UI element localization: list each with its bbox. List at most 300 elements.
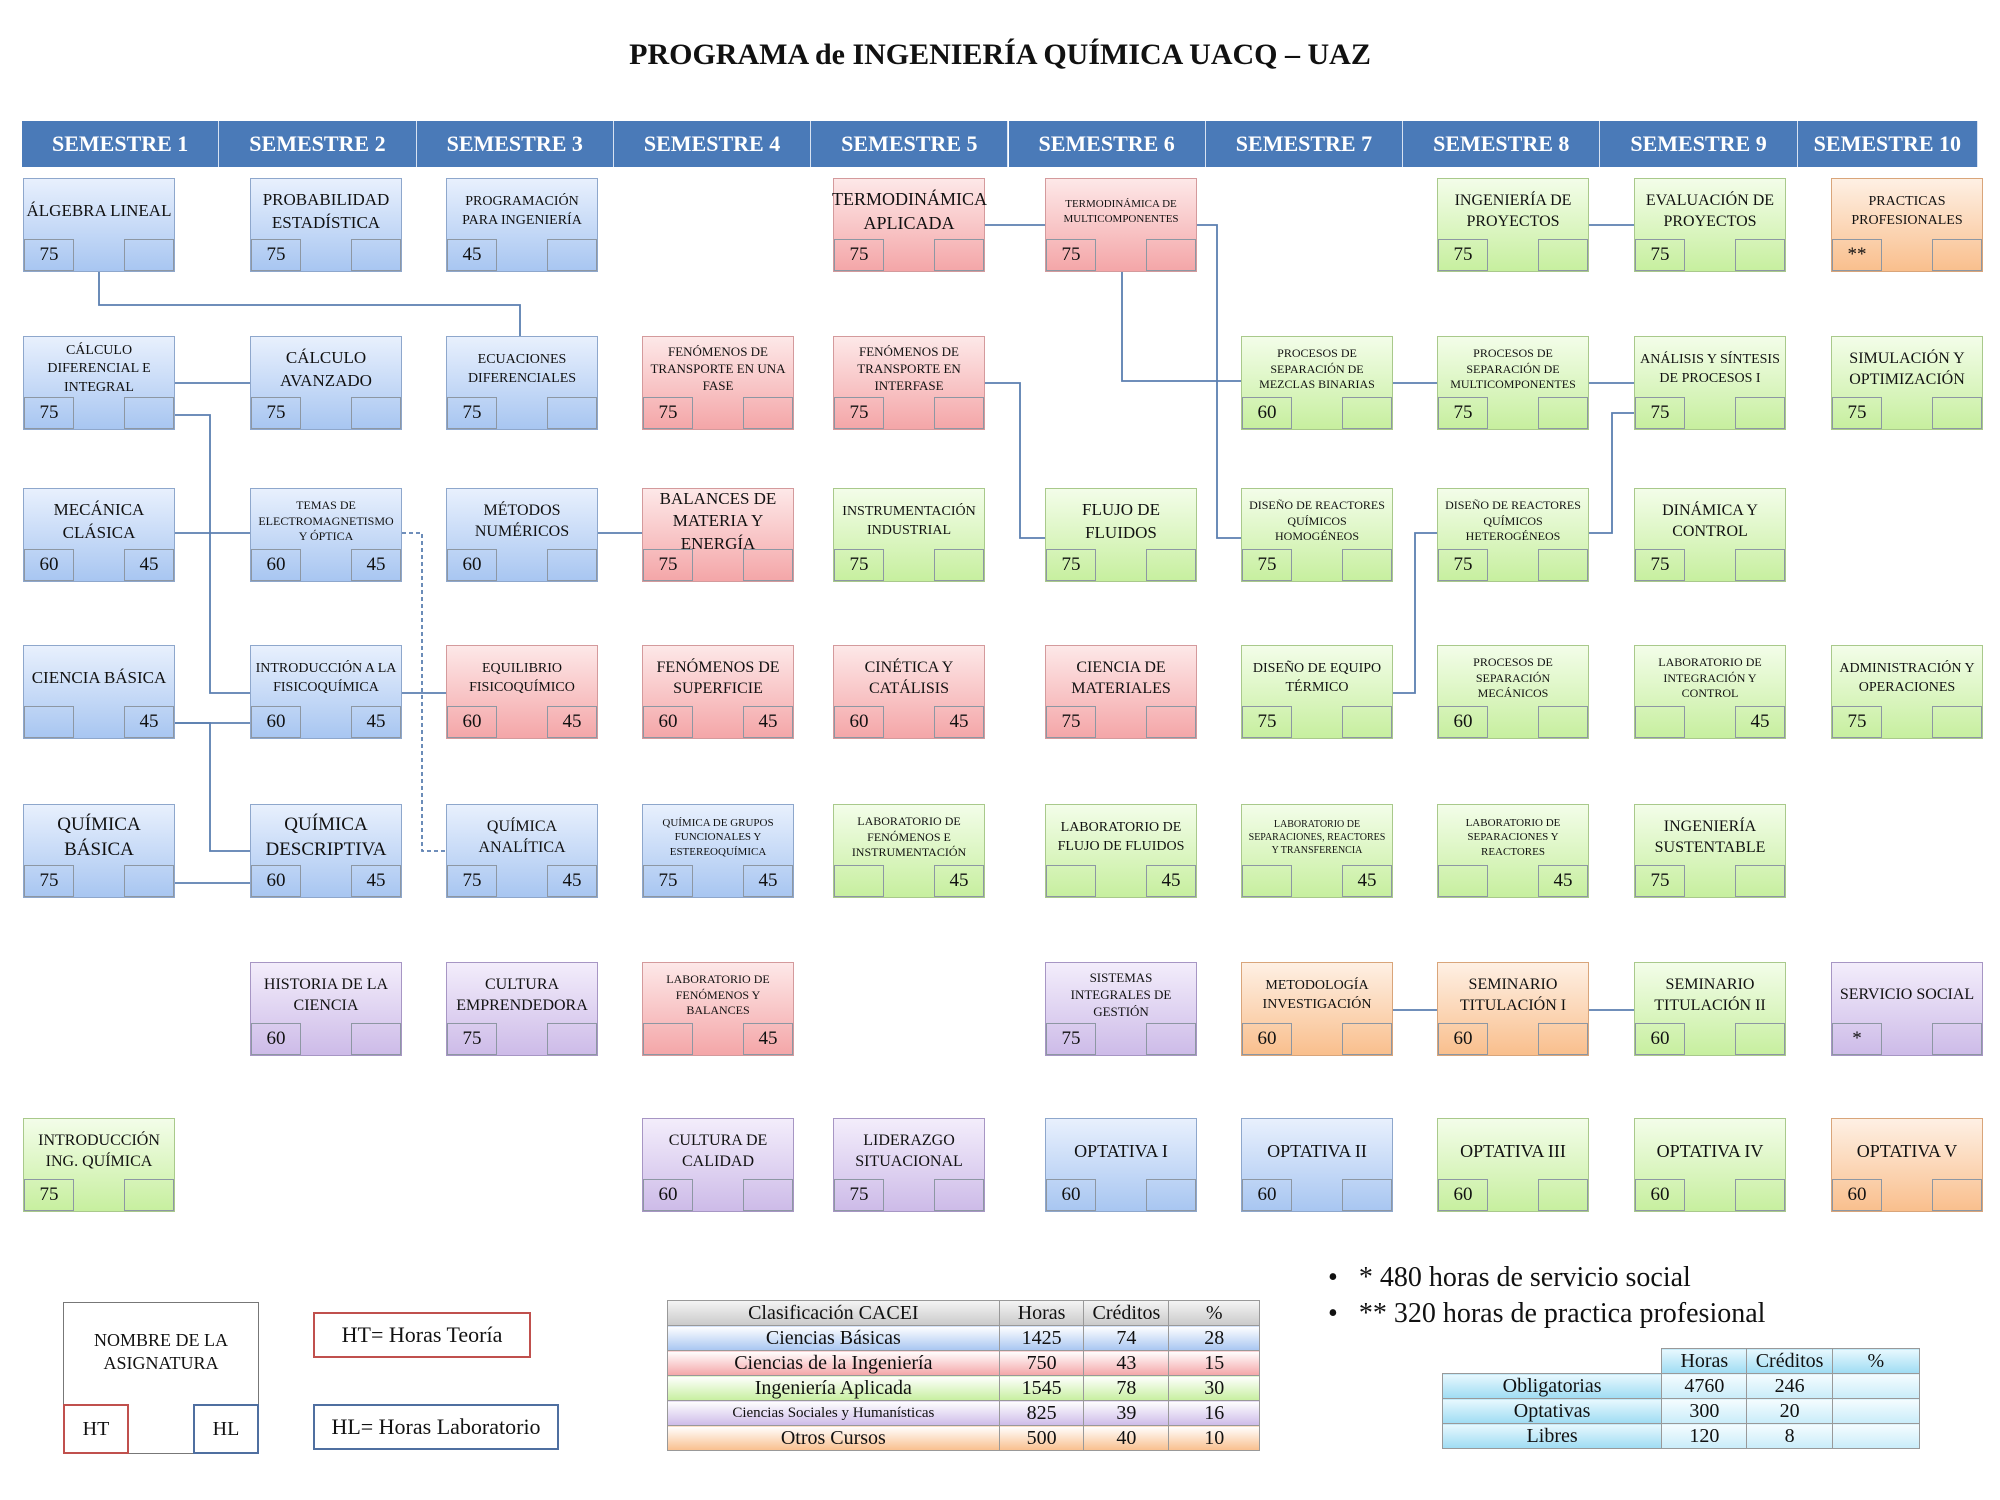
course-name: DISEÑO DE EQUIPO TÉRMICO [1252,661,1382,695]
course-mecanica [23,488,175,582]
course-hl: 45 [934,706,984,738]
course-name: CULTURA EMPRENDEDORA [456,975,588,1014]
summary-cell-pct [1832,1424,1919,1449]
course-hl [1735,549,1785,581]
course-ht: 75 [1832,397,1882,429]
course-hl [547,239,597,271]
course-calidad [642,1118,794,1212]
semester-header-5: SEMESTRE 5 [811,121,1008,167]
course-equipo-termico [1241,645,1393,739]
course-ht: ** [1832,239,1882,271]
course-name: CULTURA DE CALIDAD [668,1131,768,1170]
course-hl [124,1179,174,1211]
course-ht [643,1023,693,1055]
course-ht: 60 [643,706,693,738]
course-ht: 60 [1635,1023,1685,1055]
course-seminario2 [1634,962,1786,1056]
cacei-row [668,1376,1260,1401]
course-name: TERMODINÁMICA APLICADA [832,189,987,233]
course-hl [1146,1023,1196,1055]
course-hl [351,239,401,271]
course-react-hetero [1437,488,1589,582]
cacei-cell-pct: 15 [1169,1351,1260,1376]
course-name: LABORATORIO DE FLUJO DE FLUIDOS [1057,820,1185,854]
course-hl [1538,239,1588,271]
summary-cell-pct [1832,1399,1919,1424]
course-name: CÁLCULO DIFERENCIAL E INTEGRAL [47,343,151,395]
course-ht: 60 [251,865,301,897]
course-name: OPTATIVA II [1267,1140,1367,1161]
course-hl: 45 [351,865,401,897]
course-ht: 75 [1832,706,1882,738]
course-hl [1146,706,1196,738]
course-ht: 75 [1242,706,1292,738]
course-name: SIMULACIÓN Y OPTIMIZACIÓN [1849,349,1965,388]
summary-row [1443,1424,1920,1449]
course-name: FLUJO DE FLUIDOS [1082,500,1160,542]
course-lab-sep-react [1437,804,1589,898]
course-name: ADMINISTRACIÓN Y OPERACIONES [1839,661,1975,695]
course-hl: 45 [1538,865,1588,897]
cacei-cell-pct: 10 [1169,1426,1260,1451]
course-hl: 45 [743,1023,793,1055]
course-name: BALANCES DE MATERIA Y ENERGÍA [659,489,777,553]
course-hl [1932,397,1982,429]
course-hl [1342,1179,1392,1211]
summary-header-row [1443,1349,1920,1374]
course-hl [1735,865,1785,897]
course-ht: 75 [1438,549,1488,581]
course-hl [1538,549,1588,581]
course-ht: 75 [1242,549,1292,581]
course-hl [1342,706,1392,738]
course-hl: 45 [124,549,174,581]
summary-row [1443,1399,1920,1424]
cacei-cell-creditos: 39 [1084,1401,1169,1426]
course-hl [124,397,174,429]
course-name: INSTRUMENTACIÓN INDUSTRIAL [842,504,976,538]
course-programacion [446,178,598,272]
course-name: SEMINARIO TITULACIÓN II [1654,975,1766,1014]
course-ht: 60 [251,1023,301,1055]
course-name: QUÍMICA DE GRUPOS FUNCIONALES Y ESTEREOQUÍMICA [662,817,774,858]
cacei-header-cell: Créditos [1084,1301,1169,1326]
course-name: DINÁMICA Y CONTROL [1662,501,1758,540]
course-hl [1538,706,1588,738]
course-name: INTRODUCCIÓN ING. QUÍMICA [38,1131,160,1170]
course-ht: 60 [1046,1179,1096,1211]
course-servicio [1831,962,1983,1056]
course-electro [250,488,402,582]
course-hl [124,865,174,897]
course-fen-superficie [642,645,794,739]
course-hl [1146,239,1196,271]
course-calculo-av [250,336,402,430]
course-name: FENÓMENOS DE TRANSPORTE EN INTERFASE [857,344,961,393]
course-ht: 60 [834,706,884,738]
course-ht: 75 [1635,549,1685,581]
summary-cell-creditos: 20 [1747,1399,1832,1424]
course-name: DISEÑO DE REACTORES QUÍMICOS HOMOGÉNEOS [1249,498,1385,544]
course-hl [934,239,984,271]
course-hl [1538,1023,1588,1055]
link-ciencia-basica-quimica-desc [175,723,250,851]
course-ht: 60 [1832,1179,1882,1211]
course-ht: 60 [1635,1179,1685,1211]
course-name: LABORATORIO DE FENÓMENOS Y BALANCES [666,972,770,1018]
course-name: SEMINARIO TITULACIÓN I [1459,975,1567,1014]
course-liderazgo [833,1118,985,1212]
course-ht: 60 [447,706,497,738]
note-servicio-social: • * 480 horas de servicio social [1328,1262,1691,1293]
course-ht: 60 [447,549,497,581]
course-hl [934,549,984,581]
cacei-cell-pct: 30 [1169,1376,1260,1401]
cacei-row [668,1351,1260,1376]
course-ht: 75 [447,865,497,897]
course-ht: 75 [834,239,884,271]
course-ht [1635,706,1685,738]
course-hl [1146,1179,1196,1211]
course-ht: 60 [643,1179,693,1211]
course-hl [1146,549,1196,581]
course-hl: 45 [1146,865,1196,897]
course-fen-interfase [833,336,985,430]
course-hl [743,397,793,429]
course-hl [1735,1179,1785,1211]
course-name: MECÁNICA CLÁSICA [53,500,145,542]
course-hl [1932,1023,1982,1055]
cacei-row [668,1401,1260,1426]
course-quimica-basica [23,804,175,898]
course-name: PROGRAMACIÓN PARA INGENIERÍA [462,194,582,228]
course-proc-multi [1437,336,1589,430]
course-ht: 75 [643,549,693,581]
course-ht: * [1832,1023,1882,1055]
course-name: PRACTICAS PROFESIONALES [1851,194,1963,228]
course-ht: 45 [447,239,497,271]
course-hl: 45 [743,706,793,738]
course-practicas [1831,178,1983,272]
course-ht [834,865,884,897]
cacei-cell-horas: 500 [999,1426,1084,1451]
course-ht: 75 [1635,865,1685,897]
cacei-cell-horas: 750 [999,1351,1084,1376]
summary-header-cell: % [1832,1349,1919,1374]
semester-header-7: SEMESTRE 7 [1206,121,1403,167]
summary-cell-horas: 300 [1662,1399,1747,1424]
course-ht: 60 [1438,706,1488,738]
course-hl [1538,397,1588,429]
cacei-cell-horas: 825 [999,1401,1084,1426]
summary-header-cell: Créditos [1747,1349,1832,1374]
course-ht: 60 [1438,1023,1488,1055]
cacei-row [668,1426,1260,1451]
legend-ht-cell: HT [63,1404,129,1454]
course-hl: 45 [124,706,174,738]
course-hl [934,397,984,429]
course-hl: 45 [547,865,597,897]
course-flujo [1045,488,1197,582]
link-termo-multi-proc-binarias [1122,272,1241,381]
course-name: LABORATORIO DE SEPARACIONES, REACTORES Y TRANSFERENCIA [1248,819,1386,856]
course-hl [1538,1179,1588,1211]
course-optativa5 [1831,1118,1983,1212]
course-hl: 45 [351,706,401,738]
course-name: FENÓMENOS DE TRANSPORTE EN UNA FASE [650,344,786,393]
course-ht: 75 [1046,549,1096,581]
course-name: PROCESOS DE SEPARACIÓN MECÁNICOS [1473,655,1553,701]
course-hl [1735,1023,1785,1055]
course-name: QUÍMICA DESCRIPTIVA [265,813,387,860]
course-eval-proyectos [1634,178,1786,272]
course-name: CIENCIA BÁSICA [31,668,167,688]
course-hl [1735,239,1785,271]
course-hl [743,1179,793,1211]
course-hl [1342,549,1392,581]
course-name: LIDERAZGO SITUACIONAL [855,1131,963,1170]
course-name: SERVICIO SOCIAL [1839,986,1975,1004]
course-ht: 75 [643,397,693,429]
course-name: MÉTODOS NUMÉRICOS [474,501,570,540]
cacei-header-row [668,1301,1260,1326]
footnotes [1328,1260,1765,1333]
course-name: OPTATIVA I [1074,1140,1168,1161]
course-ecuaciones [446,336,598,430]
cacei-cell-pct: 28 [1169,1326,1260,1351]
course-name: ANÁLISIS Y SÍNTESIS DE PROCESOS I [1640,352,1780,386]
course-name: TERMODINÁMICA DE MULTICOMPONENTES [1063,198,1179,225]
course-name: QUÍMICA ANALÍTICA [478,817,566,856]
course-hl [1932,1179,1982,1211]
course-name: LABORATORIO DE INTEGRACIÓN Y CONTROL [1658,655,1762,701]
course-fen-una-fase [642,336,794,430]
summary-cell-name: Obligatorias [1443,1374,1662,1399]
course-lab-integracion [1634,645,1786,739]
course-name: INGENIERÍA SUSTENTABLE [1654,817,1766,856]
cacei-row [668,1326,1260,1351]
course-name: LABORATORIO DE FENÓMENOS E INSTRUMENTACIÓN [851,814,967,860]
course-ht: 75 [24,1179,74,1211]
course-name: QUÍMICA BÁSICA [57,813,141,860]
course-name: INGENIERÍA DE PROYECTOS [1454,191,1572,230]
summary-cell-creditos: 246 [1747,1374,1832,1399]
course-ht: 75 [447,1023,497,1055]
course-hl [547,1023,597,1055]
course-hl [351,397,401,429]
legend-course-name: NOMBRE DE LA ASIGNATURA [94,1330,228,1374]
course-optativa4 [1634,1118,1786,1212]
cacei-table [667,1300,1260,1451]
course-equilibrio [446,645,598,739]
course-quimica-desc [250,804,402,898]
course-ing-proyectos [1437,178,1589,272]
course-ht: 75 [834,1179,884,1211]
course-name: TEMAS DE ELECTROMAGNETISMO Y ÓPTICA [258,498,394,544]
summary-cell-pct [1832,1374,1919,1399]
course-probabilidad [250,178,402,272]
summary-cell-name: Optativas [1443,1399,1662,1424]
course-proc-mecanicos [1437,645,1589,739]
link-fen-interfase-flujo [985,383,1045,538]
cacei-cell-horas: 1545 [999,1376,1084,1401]
course-grupos [642,804,794,898]
course-lab-fen-bal [642,962,794,1056]
course-cinetica [833,645,985,739]
course-sistemas [1045,962,1197,1056]
course-name: OPTATIVA V [1856,1140,1958,1161]
semester-header-2: SEMESTRE 2 [219,121,416,167]
course-simulacion [1831,336,1983,430]
course-ht: 75 [834,549,884,581]
course-termo-aplicada [833,178,985,272]
course-ht: 75 [1046,706,1096,738]
course-materiales [1045,645,1197,739]
summary-cell-horas: 4760 [1662,1374,1747,1399]
link-electro-quimica-analitica [402,533,446,851]
course-proc-binarias [1241,336,1393,430]
course-ht: 60 [251,706,301,738]
summary-cell-name: Libres [1443,1424,1662,1449]
cacei-header-cell: Horas [999,1301,1084,1326]
course-name: CINÉTICA Y CATÁLISIS [864,658,954,697]
semester-header-3: SEMESTRE 3 [417,121,614,167]
page-title: PROGRAMA de INGENIERÍA QUÍMICA UACQ – UAZ [629,38,1371,71]
course-analisis [1634,336,1786,430]
course-lab-flujo [1045,804,1197,898]
course-ht: 75 [1046,1023,1096,1055]
course-hl [934,1179,984,1211]
course-ht: 60 [1242,1179,1292,1211]
course-ht: 75 [1046,239,1096,271]
cacei-header-cell: % [1169,1301,1260,1326]
course-ht: 60 [24,549,74,581]
course-name: DISEÑO DE REACTORES QUÍMICOS HETEROGÉNEOS [1445,498,1581,544]
course-ht [1046,865,1096,897]
course-hl [1342,397,1392,429]
course-ht: 75 [1438,239,1488,271]
course-name: LABORATORIO DE SEPARACIONES Y REACTORES [1465,817,1561,858]
course-ht: 60 [1438,1179,1488,1211]
course-name: PROCESOS DE SEPARACIÓN DE MEZCLAS BINARIAS [1259,346,1375,392]
course-name: HISTORIA DE LA CIENCIA [263,975,389,1014]
course-instrumentacion [833,488,985,582]
semester-header-1: SEMESTRE 1 [22,121,219,167]
cacei-cell-creditos: 43 [1084,1351,1169,1376]
legend-hl-cell: HL [193,1404,259,1454]
course-ht: 75 [643,865,693,897]
legend-course-box [63,1302,259,1454]
course-sustentable [1634,804,1786,898]
cacei-cell-creditos: 40 [1084,1426,1169,1451]
course-intro-ing [23,1118,175,1212]
legend-hl-key: HL= Horas Laboratorio [313,1404,559,1450]
link-equipo-termico-react-hetero [1393,533,1437,693]
course-ht: 75 [24,397,74,429]
course-hl [351,1023,401,1055]
course-lab-fen-instr [833,804,985,898]
course-ht: 75 [834,397,884,429]
course-hl [547,397,597,429]
summary-cell-creditos: 8 [1747,1424,1832,1449]
course-hl: 45 [1735,706,1785,738]
course-hl: 45 [351,549,401,581]
course-ht: 75 [1635,239,1685,271]
course-hl [1932,239,1982,271]
course-react-homo [1241,488,1393,582]
course-hl: 45 [743,865,793,897]
summary-header-cell [1443,1349,1662,1374]
semester-header-10: SEMESTRE 10 [1798,121,1978,167]
course-ht: 60 [251,549,301,581]
course-name: ÁLGEBRA LINEAL [26,201,172,221]
course-hl: 45 [547,706,597,738]
cacei-header-cell: Clasificación CACEI [668,1301,1000,1326]
legend-ht-key: HT= Horas Teoría [313,1312,531,1358]
course-ht: 75 [251,239,301,271]
course-dinamica [1634,488,1786,582]
course-ht: 75 [1635,397,1685,429]
course-hl [547,549,597,581]
summary-header-cell: Horas [1662,1349,1747,1374]
link-algebra-ecuaciones [99,272,520,336]
course-ht: 75 [24,865,74,897]
course-calculo-dif [23,336,175,430]
semester-header-4: SEMESTRE 4 [614,121,811,167]
course-emprendedora [446,962,598,1056]
cacei-cell-creditos: 78 [1084,1376,1169,1401]
course-ciencia-basica [23,645,175,739]
course-name: EQUILIBRIO FISICOQUÍMICO [469,661,575,695]
cacei-cell-name: Ingeniería Aplicada [668,1376,1000,1401]
course-name: METODOLOGÍA INVESTIGACIÓN [1262,978,1372,1012]
course-hl: 45 [934,865,984,897]
course-ht: 60 [1242,1023,1292,1055]
course-name: OPTATIVA IV [1656,1140,1764,1161]
course-metodologia [1241,962,1393,1056]
course-hl [1342,1023,1392,1055]
course-name: OPTATIVA III [1460,1140,1566,1161]
course-ht [1242,865,1292,897]
course-optativa1 [1045,1118,1197,1212]
course-ht [1438,865,1488,897]
course-ht: 75 [447,397,497,429]
course-hl [1735,397,1785,429]
course-ht: 75 [1438,397,1488,429]
cacei-cell-creditos: 74 [1084,1326,1169,1351]
course-hl [743,549,793,581]
cacei-cell-pct: 16 [1169,1401,1260,1426]
course-name: INTRODUCCIÓN A LA FISICOQUÍMICA [255,661,397,695]
cacei-cell-name: Otros Cursos [668,1426,1000,1451]
course-ht: 60 [1242,397,1292,429]
course-name: EVALUACIÓN DE PROYECTOS [1645,191,1775,230]
course-name: FENÓMENOS DE SUPERFICIE [656,658,780,697]
course-historia [250,962,402,1056]
course-name: SISTEMAS INTEGRALES DE GESTIÓN [1070,970,1172,1019]
course-optativa2 [1241,1118,1393,1212]
semester-header-9: SEMESTRE 9 [1600,121,1797,167]
link-calculo-dif-intro-fisico [175,415,250,693]
course-termo-multi [1045,178,1197,272]
course-quimica-analitica [446,804,598,898]
link-react-hetero-analisis [1589,413,1634,533]
course-name: CIENCIA DE MATERIALES [1071,658,1171,697]
course-intro-fisico [250,645,402,739]
note-practica-profesional: • ** 320 horas de practica profesional [1328,1298,1766,1330]
course-balances [642,488,794,582]
course-metodos [446,488,598,582]
